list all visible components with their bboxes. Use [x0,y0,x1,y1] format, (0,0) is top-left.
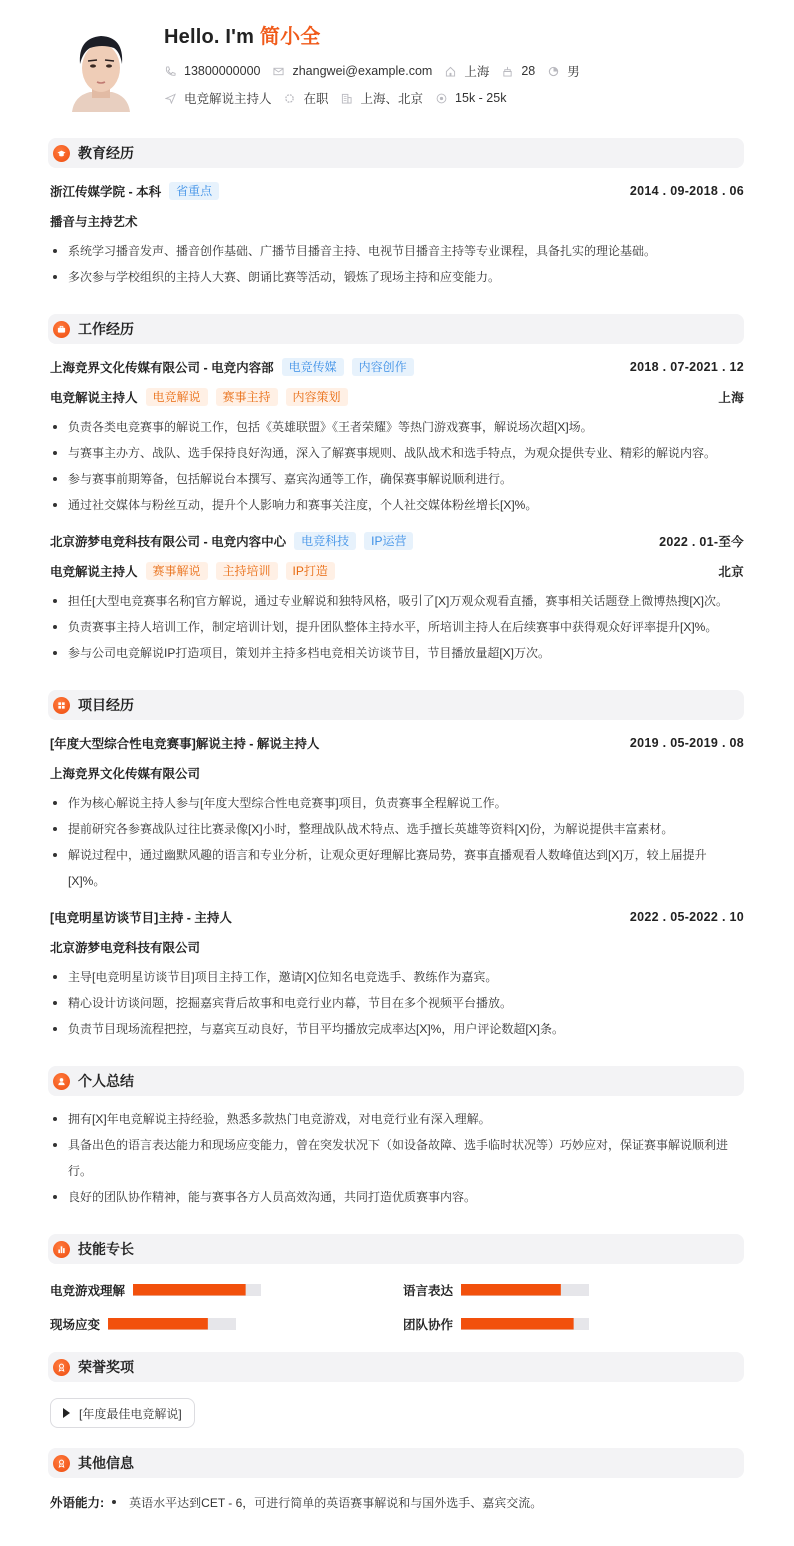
skill-progress-fill [133,1284,246,1296]
project-name: [年度大型综合性电竞赛事]解说主持 - 解说主持人 [50,737,320,751]
section-title: 工作经历 [78,321,134,337]
skill-label: 语言表达 [403,1283,454,1298]
section-header [48,1234,744,1264]
skill-item [403,1279,743,1300]
project-company: 北京游梦电竞科技有限公司 [50,941,201,955]
education-entry [50,168,744,290]
section-header [48,138,744,168]
section-title: 教育经历 [78,145,134,161]
list-item: 解说过程中，通过幽默风趣的语言和专业分析，让观众更好理解比赛局势，赛事直播观看人数峰值达到[X]万，较上届提升[X]%。 [50,842,744,894]
building-icon [341,92,353,104]
list-item: 拥有[X]年电竞解说主持经验，熟悉多款热门电竞游戏，对电竞行业有深入理解。 [50,1106,744,1132]
project-date: 2022 . 05-2022 . 10 [629,910,744,924]
work-entry [50,344,744,518]
list-item: 参与赛事前期筹备，包括解说台本撰写、嘉宾沟通等工作，确保赛事解说顺利进行。 [50,466,744,492]
work-date: 2022 . 01-至今 [659,535,744,549]
list-item: 精心设计访谈问题，挖掘嘉宾背后故事和电竞行业内幕，节目在多个视频平台播放。 [50,990,744,1016]
age-item [501,64,535,78]
award-icon [53,1455,70,1472]
skills-grid [50,1264,744,1334]
work-bullets [50,414,744,518]
city-value: 上海 [464,65,490,79]
status-item [284,89,329,107]
salary-item [435,91,506,105]
role-tag: 主持培训 [216,562,278,580]
work-section [50,314,744,666]
role-row [50,558,744,584]
section-title: 个人总结 [78,1073,134,1089]
user-icon [53,1073,70,1090]
work-city-value: 上海、北京 [360,92,424,106]
other-info-value: 英语水平达到CET - 6，可进行简单的英语赛事解说和与国外选手、嘉宾交流。 [129,1495,543,1510]
list-item: 负责各类电竞赛事的解说工作，包括《英雄联盟》《王者荣耀》等热门游戏赛事，解说场次超[X]场。 [50,414,744,440]
skill-item [50,1313,403,1334]
work-city-item [341,89,424,107]
section-title: 荣誉奖项 [78,1359,134,1375]
honors-list [50,1398,744,1428]
phone-icon [164,65,176,77]
skill-item [50,1279,403,1300]
project-bullets [50,790,744,894]
project-row [50,730,744,756]
skill-label: 团队协作 [403,1317,454,1332]
avatar-photo [62,24,140,112]
role-row [50,384,744,410]
other-info-label: 外语能力: [50,1496,105,1510]
major-row [50,208,744,234]
skill-progress-bar [461,1284,589,1296]
project-date: 2019 . 05-2019 . 08 [629,736,744,750]
mail-icon [272,65,284,77]
send-icon [164,92,176,104]
project-company-row [50,760,744,786]
award-name: [年度最佳电竞解说] [79,1406,182,1421]
section-header [48,1352,744,1382]
skill-label: 现场应变 [50,1317,101,1332]
skill-label: 电竞游戏理解 [50,1283,126,1298]
list-item: 主导[电竞明星访谈节目]项目主持工作，邀请[X]位知名电竞选手、教练作为嘉宾。 [50,964,744,990]
phone-number: 13800000000 [184,64,261,78]
major-name: 播音与主持艺术 [50,215,138,229]
role-tag: 赛事解说 [146,562,208,580]
projects-section [50,690,744,1042]
list-item: 多次参与学校组织的主持人大赛、朗诵比赛等活动，锻炼了现场主持和应变能力。 [50,264,744,290]
summary-section [50,1066,744,1210]
section-title: 其他信息 [78,1455,134,1471]
role-name: 电竞解说主持人 [50,565,138,579]
home-icon [444,65,456,77]
school-tag: 省重点 [169,182,219,200]
job-intention-row [164,89,518,107]
project-name: [电竞明星访谈节目]主持 - 主持人 [50,911,232,925]
school-name: 浙江传媒学院 - 本科 [50,185,162,199]
company-tag: 电竞传媒 [282,358,344,376]
gender-icon [547,65,559,77]
role-tag: 内容策划 [286,388,348,406]
skill-item [403,1313,743,1334]
list-item: 良好的团队协作精神，能与赛事各方人员高效沟通，共同打造优质赛事内容。 [50,1184,744,1210]
list-item: 具备出色的语言表达能力和现场应变能力，曾在突发状况下（如设备故障、选手临时状况等）巧妙应对，保证赛事解说顺利进行。 [50,1132,744,1184]
list-item: 作为核心解说主持人参与[年度大型综合性电竞赛事]项目，负责赛事全程解说工作。 [50,790,744,816]
role-tag: IP打造 [286,562,335,580]
skill-progress-bar [108,1318,236,1330]
section-title: 项目经历 [78,697,134,713]
salary-icon [435,92,447,104]
greeting-text: Hello. I'm [164,26,260,48]
section-title: 技能专长 [78,1241,134,1257]
age-value: 28 [521,64,536,78]
candidate-name: 简小全 [259,26,321,48]
company-row [50,528,744,554]
education-date: 2014 . 09-2018 . 06 [629,184,744,198]
section-header [48,1066,744,1096]
skill-progress-bar [461,1318,589,1330]
education-section [50,138,744,290]
project-company: 上海竞界文化传媒有限公司 [50,767,201,781]
work-date: 2018 . 07-2021 . 12 [629,360,744,374]
bullet-dot [112,1500,116,1504]
work-entry [50,518,744,666]
position-item [164,89,272,107]
email-address: zhangwei@example.com [292,64,433,78]
skill-progress-fill [108,1318,208,1330]
gender-item [547,62,580,80]
list-item: 担任[大型电竞赛事名称]官方解说，通过专业解说和独特风格，吸引了[X]万观众观看直播，赛事相关话题登上微博热搜[X]次。 [50,588,744,614]
status-icon [284,92,296,104]
summary-bullets [50,1106,744,1210]
section-header [48,314,744,344]
phone-item [164,64,260,78]
other-section [50,1448,744,1511]
award-icon [53,1359,70,1376]
skill-progress-fill [461,1284,561,1296]
role-tag: 电竞解说 [146,388,208,406]
contact-row [164,62,592,80]
list-item: 负责赛事主持人培训工作，制定培训计划，提升团队整体主持水平，所培训主持人在后续赛事中获得观众好评率提升[X]%。 [50,614,744,640]
company-tag: 内容创作 [352,358,414,376]
section-header [48,690,744,720]
project-bullets [50,964,744,1042]
project-entry [50,894,744,1042]
position-value: 电竞解说主持人 [184,92,272,106]
honors-section [50,1352,744,1428]
gender-value: 男 [567,65,580,79]
skill-progress-bar [133,1284,261,1296]
company-name: 北京游梦电竞科技有限公司 - 电竞内容中心 [50,535,287,549]
grid-icon [53,697,70,714]
bar-chart-icon [53,1241,70,1258]
project-company-row [50,934,744,960]
salary-value: 15k - 25k [455,91,507,105]
briefcase-icon [53,321,70,338]
city-item [444,62,489,80]
resume-header [50,18,744,130]
caret-right-icon [63,1408,70,1418]
section-header [48,1448,744,1478]
list-item: 通过社交媒体与粉丝互动，提升个人影响力和赛事关注度，个人社交媒体粉丝增长[X]%。 [50,492,744,518]
school-row [50,178,744,204]
other-info-row [50,1493,744,1511]
company-tag: 电竞科技 [294,532,356,550]
list-item: 提前研究各参赛战队过往比赛录像[X]小时，整理战队战术特点、选手擅长英雄等资料[X]份，为解说提供丰富素材。 [50,816,744,842]
project-entry [50,720,744,894]
project-row [50,904,744,930]
status-value: 在职 [303,92,329,106]
company-name: 上海竞界文化传媒有限公司 - 电竞内容部 [50,361,274,375]
graduation-cap-icon [53,145,70,162]
skill-progress-fill [461,1318,574,1330]
skills-section [50,1234,744,1334]
role-tag: 赛事主持 [216,388,278,406]
greeting-title [164,20,320,49]
list-item: 负责节目现场流程把控，与嘉宾互动良好，节目平均播放完成率达[X]%，用户评论数超[X]条。 [50,1016,744,1042]
list-item: 与赛事主办方、战队、选手保持良好沟通，深入了解赛事规则、战队战术和选手特点，为观众提供专业、精彩的解说内容。 [50,440,744,466]
list-item: 参与公司电竞解说IP打造项目，策划并主持多档电竞相关访谈节目，节目播放量超[X]万次。 [50,640,744,666]
email-item [272,64,432,78]
company-row [50,354,744,380]
award-toggle[interactable] [50,1398,195,1428]
company-tag: IP运营 [364,532,413,550]
age-icon [501,65,513,77]
education-bullets [50,238,744,290]
work-location: 上海 [718,391,744,405]
role-name: 电竞解说主持人 [50,391,138,405]
list-item: 系统学习播音发声、播音创作基础、广播节目播音主持、电视节目播音主持等专业课程，具备扎实的理论基础。 [50,238,744,264]
work-bullets [50,588,744,666]
work-location: 北京 [718,565,744,579]
